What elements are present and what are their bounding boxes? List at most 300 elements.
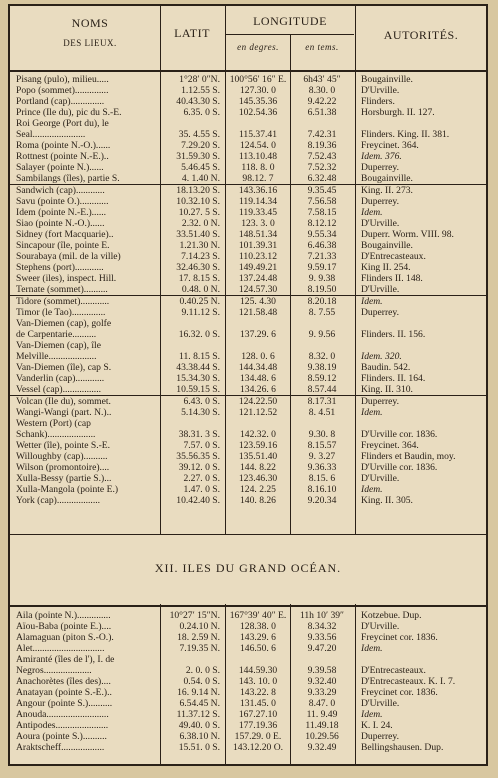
place-name: Van-Diemen (île), cap S. [16, 362, 112, 373]
authority: Freycinet cor. 1836. [361, 632, 438, 643]
authority: Idem. [361, 407, 383, 418]
longitude-time: 8.19.36 [307, 140, 337, 151]
longitude-degrees: 102.54.36 [238, 107, 278, 118]
longitude-degrees: 167.27.10 [238, 709, 278, 720]
place-name: Xulla-Bessy (partie S.)... [16, 473, 112, 484]
authority: Idem. [361, 643, 383, 654]
longitude-degrees: 157.29. 0 E. [234, 731, 282, 742]
authority: D'Urville. [361, 218, 400, 229]
place-name: Ternate (sommet).......... [16, 284, 108, 295]
longitude-time: 9.30. 8 [308, 429, 336, 440]
authority: Freycinet. 364. [361, 140, 419, 151]
bottom-rows [10, 610, 486, 753]
table-row [10, 742, 486, 753]
place-name: Pisang (pulo), milieu..... [16, 74, 109, 85]
longitude-time: 9.32.49 [307, 742, 337, 753]
authority: Idem. [361, 709, 383, 720]
longitude-degrees: 128. 0. 6 [241, 351, 275, 362]
latitude: 11. 8.15 S. [179, 351, 220, 362]
authority: Duperrey. [361, 162, 399, 173]
longitude-time: 9.33.29 [307, 687, 337, 698]
longitude-degrees: 123.59.16 [238, 440, 278, 451]
longitude-time: 9. 9.38 [308, 273, 336, 284]
section-title: XII. ILES DU GRAND OCÉAN. [154, 561, 342, 575]
place-name: Aïou-Baba (pointe E.).... [16, 621, 112, 632]
latitude: 40.43.30 S. [176, 96, 220, 107]
longitude-time: 9.36.33 [307, 462, 337, 473]
authority: Horsburgh. II. 127. [361, 107, 435, 118]
place-name: Vessel (cap)................ [16, 384, 101, 395]
longitude-degrees: 118. 8. 0 [241, 162, 275, 173]
place-name: Xulla-Mangola (pointe E.) [16, 484, 119, 495]
authority: Duperrey. [361, 731, 399, 742]
latitude: 7.29.20 S. [181, 140, 220, 151]
authority: D'Urville cor. 1836. [361, 462, 438, 473]
latitude: 38.31. 3 S. [178, 429, 220, 440]
longitude-degrees: 143.36.16 [238, 185, 278, 196]
header-noms: NOMS [71, 16, 109, 30]
longitude-time: 9. 3.27 [308, 451, 336, 462]
place-name: Vanderlin (cap)............ [16, 373, 105, 384]
table-row [10, 85, 486, 96]
table-row [10, 632, 486, 643]
header-en-tems: en tems. [305, 42, 339, 52]
place-name: de Carpentarie.......... [16, 329, 97, 340]
longitude-time: 7.42.31 [307, 129, 337, 140]
longitude-degrees: 177.19.36 [238, 720, 278, 731]
header-autorites: AUTORITÉS. [383, 28, 459, 42]
latitude: 35. 4.55 S. [178, 129, 220, 140]
longitude-degrees: 127.30. 0 [240, 85, 276, 96]
table-row [10, 173, 486, 185]
section-header [10, 534, 486, 607]
authority: K. I. 24. [361, 720, 393, 731]
longitude-time: 8.17.31 [307, 396, 337, 407]
table-row [10, 429, 486, 440]
longitude-time: 7.58.15 [307, 207, 337, 218]
authority: Idem. 320. [361, 351, 402, 362]
latitude: 5.46.45 S. [181, 162, 220, 173]
authority: Flinders. [361, 96, 395, 107]
place-name: Anatayan (pointe S.-E.).. [16, 687, 112, 698]
authority: Flinders. II. 164. [361, 373, 426, 384]
authority: Flinders. II. 156. [361, 329, 426, 340]
authority: Bougainville. [361, 173, 413, 184]
longitude-degrees: 143.22. 8 [240, 687, 276, 698]
latitude: 18.13.20 S. [176, 185, 220, 196]
latitude: 10.42.40 S. [176, 495, 220, 506]
longitude-degrees: 121.12.52 [238, 407, 278, 418]
latitude: 6.43. 0 S. [183, 396, 220, 407]
longitude-time: 8. 4.51 [308, 407, 336, 418]
place-name: Van-Diemen (cap), île [16, 340, 101, 351]
table-row [10, 207, 486, 218]
authority: Duperr. Worm. VIII. 98. [361, 229, 454, 240]
table-row [10, 676, 486, 687]
longitude-degrees: 137.24.48 [238, 273, 278, 284]
longitude-time: 8. 7.55 [308, 307, 336, 318]
longitude-degrees: 143.29. 6 [240, 632, 276, 643]
authority: Duperrey. [361, 307, 399, 318]
authority: Bellingshausen. Dup. [361, 742, 444, 753]
table-row [10, 151, 486, 162]
authority: Idem. [361, 296, 383, 307]
authority: D'Urville. [361, 85, 400, 96]
authority: D'Urville. [361, 284, 400, 295]
longitude-time: 8.47. 0 [308, 698, 336, 709]
latitude: 0.54. 0 S. [183, 676, 220, 687]
longitude-degrees: 128.38. 0 [240, 621, 276, 632]
place-name: Aila (pointe N.).............. [16, 610, 111, 621]
authority: Bougainville. [361, 240, 413, 251]
table-row [10, 185, 486, 196]
longitude-degrees: 100°56′ 16″ E. [229, 74, 287, 85]
table-page [8, 4, 488, 766]
table-row [10, 162, 486, 173]
authority: D'Entrecasteaux. [361, 665, 426, 676]
longitude-time: 8.15. 6 [308, 473, 336, 484]
authority: Freycinet cor. 1836. [361, 687, 438, 698]
table-row [10, 621, 486, 632]
place-name: Anouda.......................... [16, 709, 109, 720]
top-rows [10, 74, 486, 506]
longitude-degrees: 149.49.21 [238, 262, 278, 273]
place-name: Wetter (île), pointe S.-E. [16, 440, 111, 451]
latitude: 7.14.23 S. [181, 251, 220, 262]
latitude: 0.24.10 N. [179, 621, 220, 632]
table-row [10, 720, 486, 731]
longitude-degrees: 115.37.41 [238, 129, 278, 140]
table-row [10, 118, 486, 129]
table-row [10, 654, 486, 665]
table-row [10, 296, 486, 307]
place-name: Sourabaya (mil. de la ville) [16, 251, 121, 262]
longitude-time: 6.46.38 [307, 240, 337, 251]
authority: D'Entrecasteaux. K. I. 7. [361, 676, 456, 687]
authority: Bougainville. [361, 74, 413, 85]
longitude-time: 9.38.19 [307, 362, 337, 373]
longitude-degrees: 134.26. 6 [240, 384, 276, 395]
table-row [10, 351, 486, 362]
table-row [10, 484, 486, 495]
authority: Duperrey. [361, 396, 399, 407]
place-name: Alet.............................. [16, 643, 105, 654]
authority: D'Urville. [361, 621, 400, 632]
place-name: Timor (le Tao).............. [16, 307, 106, 318]
authority: Idem. [361, 484, 383, 495]
table-row [10, 610, 486, 621]
longitude-time: 9.47.20 [307, 643, 337, 654]
longitude-degrees: 124. 2.25 [240, 484, 276, 495]
longitude-time: 9.39.58 [307, 665, 337, 676]
longitude-degrees: 125. 4.30 [240, 296, 276, 307]
latitude: 10.32.10 S. [176, 196, 220, 207]
longitude-time: 9. 9.56 [308, 329, 336, 340]
table-row [10, 451, 486, 462]
place-name: Amiranté (îles de l'), I. de [16, 654, 115, 665]
authority: King II. 254. [361, 262, 411, 273]
table-header [10, 6, 486, 72]
longitude-degrees: 146.50. 6 [240, 643, 276, 654]
place-name: Wilson (promontoire).... [16, 462, 110, 473]
table-row [10, 218, 486, 229]
table-row [10, 643, 486, 654]
authority: Flinders. King. II. 381. [361, 129, 450, 140]
place-name: Salayer (pointe N.)...... [16, 162, 104, 173]
latitude: 49.40. 0 S. [178, 720, 220, 731]
longitude-degrees: 143.12.20 O. [232, 742, 284, 753]
authority: Flinders et Baudin, moy. [361, 451, 456, 462]
place-name: Seal...................... [16, 129, 86, 140]
place-name: Savu (pointe O.)............ [16, 196, 109, 207]
longitude-time: 8.32. 0 [308, 351, 336, 362]
longitude-degrees: 124.57.30 [238, 284, 278, 295]
longitude-time: 7.56.58 [307, 196, 337, 207]
latitude: 0.40.25 N. [179, 296, 220, 307]
place-name: York (cap).................. [16, 495, 101, 506]
longitude-time: 8.16.10 [307, 484, 337, 495]
latitude: 43.38.44 S. [176, 362, 220, 373]
header-longitude: LONGITUDE [253, 14, 327, 28]
longitude-degrees: 110.23.12 [238, 251, 278, 262]
table-row [10, 418, 486, 429]
authority: Idem. [361, 207, 383, 218]
latitude: 1.12.55 S. [181, 85, 220, 96]
longitude-time: 10.29.56 [305, 731, 339, 742]
longitude-degrees: 167°39′ 40″ E. [229, 610, 287, 621]
longitude-degrees: 101.39.31 [238, 240, 278, 251]
table-row [10, 129, 486, 140]
place-name: Schank).................... [16, 429, 96, 440]
latitude: 31.59.30 S. [176, 151, 220, 162]
place-name: Sweer (iles), inspect. Hill. [16, 273, 117, 284]
table-row [10, 687, 486, 698]
header-en-degres: en degres. [237, 42, 279, 52]
latitude: 0.48. 0 N. [181, 284, 220, 295]
longitude-time: 8.59.12 [307, 373, 337, 384]
table-row [10, 196, 486, 207]
table-row [10, 273, 486, 284]
table-row [10, 340, 486, 351]
authority: King. II. 305. [361, 495, 413, 506]
longitude-time: 9.59.17 [307, 262, 337, 273]
table-row [10, 396, 486, 407]
latitude: 35.56.35 S. [176, 451, 220, 462]
longitude-time: 9.33.56 [307, 632, 337, 643]
latitude: 9.11.12 S. [181, 307, 220, 318]
longitude-time: 9.55.34 [307, 229, 337, 240]
latitude: 15.51. 0 S. [178, 742, 220, 753]
place-name: Siao (pointe N.-O.)...... [16, 218, 105, 229]
longitude-time: 8.20.18 [307, 296, 337, 307]
longitude-degrees: 143. 10. 0 [238, 676, 278, 687]
place-name: Melville.................... [16, 351, 97, 362]
place-name: Rottnest (pointe N.-E.).. [16, 151, 109, 162]
place-name: Van-Diemen (cap), golfe [16, 318, 112, 329]
authority: D'Urville cor. 1836. [361, 429, 438, 440]
longitude-time: 8.19.50 [307, 284, 337, 295]
longitude-time: 7.52.32 [307, 162, 337, 173]
place-name: Idem (pointe N.-E.)...... [16, 207, 107, 218]
longitude-degrees: 137.29. 6 [240, 329, 276, 340]
place-name: Anachorètes (îles des).... [16, 676, 111, 687]
place-name: Angour (pointe S.).......... [16, 698, 113, 709]
table-row [10, 140, 486, 151]
latitude: 10°27′ 15″N. [169, 610, 220, 621]
place-name: Western (Port) (cap [16, 418, 91, 429]
place-name: Stephens (port)............ [16, 262, 104, 273]
place-name: Prince (Ile du), pic du S.-E. [16, 107, 122, 118]
longitude-degrees: 124.22.50 [238, 396, 278, 407]
authority: Flinders II. 148. [361, 273, 423, 284]
longitude-time: 11. 9.49 [306, 709, 338, 720]
authority: Idem. 376. [361, 151, 402, 162]
place-name: Sandwich (cap)............ [16, 185, 105, 196]
latitude: 6.38.10 N. [179, 731, 220, 742]
place-name: Portland (cap).............. [16, 96, 105, 107]
place-name: Alamaguan (piton S.-O.). [16, 632, 114, 643]
latitude: 1.21.30 N. [179, 240, 220, 251]
latitude: 7.19.35 N. [179, 643, 220, 654]
place-name: Volcan (Ile du), sommet. [16, 396, 111, 407]
longitude-time: 6h43′ 45″ [303, 74, 341, 85]
longitude-time: 11.49.18 [305, 720, 339, 731]
longitude-degrees: 144.59.30 [238, 665, 278, 676]
authority: Baudin. 542. [361, 362, 411, 373]
longitude-time: 9.42.22 [307, 96, 337, 107]
longitude-degrees: 131.45. 0 [240, 698, 276, 709]
longitude-degrees: 135.51.40 [238, 451, 278, 462]
longitude-degrees: 121.58.48 [238, 307, 278, 318]
place-name: Negros.................... [16, 665, 92, 676]
latitude: 33.51.40 S. [176, 229, 220, 240]
table-row [10, 307, 486, 318]
longitude-degrees: 123. 3. 0 [241, 218, 275, 229]
table-row [10, 262, 486, 273]
longitude-time: 9.35.45 [307, 185, 337, 196]
longitude-degrees: 134.48. 6 [240, 373, 276, 384]
table-row [10, 709, 486, 720]
latitude: 16. 9.14 N. [177, 687, 220, 698]
longitude-degrees: 98.12. 7 [242, 173, 274, 184]
place-name: Sidney (fort Macquarie).. [16, 229, 114, 240]
authority: D'Entrecasteaux. [361, 251, 426, 262]
table-row [10, 251, 486, 262]
longitude-degrees: 119.14.34 [238, 196, 278, 207]
place-name: Popo (sommet).............. [16, 85, 109, 96]
latitude: 1°28′ 0″N. [179, 74, 220, 85]
place-name: Willoughby (cap).......... [16, 451, 108, 462]
latitude: 2.27. 0 S. [183, 473, 220, 484]
authority: D'Urville. [361, 473, 400, 484]
longitude-time: 7.52.43 [307, 151, 337, 162]
place-name: Sambilangs (îles), partie S. [16, 173, 120, 184]
longitude-time: 8.12.12 [307, 218, 337, 229]
table-row [10, 698, 486, 709]
latitude: 16.32. 0 S. [178, 329, 220, 340]
place-name: Tidore (sommet)............ [16, 296, 110, 307]
table-row [10, 229, 486, 240]
latitude: 2.32. 0 N. [181, 218, 220, 229]
table-row [10, 362, 486, 373]
latitude: 2. 0. 0 S. [185, 665, 220, 676]
place-name: Aoura (pointe S.).......... [16, 731, 107, 742]
longitude-degrees: 140. 8.26 [240, 495, 276, 506]
latitude: 7.57. 0 S. [183, 440, 220, 451]
place-name: Antipodes...................... [16, 720, 109, 731]
longitude-time: 8.30. 0 [308, 85, 336, 96]
longitude-time: 8.34.32 [307, 621, 337, 632]
longitude-degrees: 148.51.34 [238, 229, 278, 240]
table-row [10, 373, 486, 384]
longitude-degrees: 123.46.30 [238, 473, 278, 484]
longitude-degrees: 119.33.45 [238, 207, 278, 218]
header-des-lieux: DES LIEUX. [63, 38, 117, 48]
longitude-time: 6.51.38 [307, 107, 337, 118]
longitude-time: 9.32.40 [307, 676, 337, 687]
table-row [10, 384, 486, 396]
table-row [10, 329, 486, 340]
place-name: Sincapour (île, pointe E. [16, 240, 110, 251]
latitude: 10.27. 5 S. [178, 207, 220, 218]
longitude-degrees: 145.35.36 [238, 96, 278, 107]
table-row [10, 407, 486, 418]
longitude-time: 8.15.57 [307, 440, 337, 451]
table-row [10, 240, 486, 251]
place-name: Araktscheff.................. [16, 742, 105, 753]
latitude: 17. 8.15 S. [178, 273, 220, 284]
authority: D'Urville. [361, 698, 400, 709]
longitude-degrees: 124.54. 0 [240, 140, 276, 151]
table-row [10, 107, 486, 118]
authority: Freycinet. 364. [361, 440, 419, 451]
latitude: 15.34.30 S. [176, 373, 220, 384]
longitude-time: 6.32.48 [307, 173, 337, 184]
header-latit: LATIT [174, 26, 210, 40]
table-row [10, 462, 486, 473]
table-row [10, 731, 486, 742]
latitude: 11.37.12 S. [176, 709, 220, 720]
longitude-time: 7.21.33 [307, 251, 337, 262]
latitude: 39.12. 0 S. [178, 462, 220, 473]
longitude-time: 8.57.44 [307, 384, 337, 395]
authority: Kotzebue. Dup. [361, 610, 422, 621]
table-row [10, 495, 486, 506]
table-row [10, 318, 486, 329]
authority: King. II. 310. [361, 384, 413, 395]
longitude-time: 11h 10′ 39″ [299, 610, 345, 621]
table-row [10, 96, 486, 107]
latitude: 10.59.15 S. [176, 384, 220, 395]
place-name: Wangi-Wangi (part. N.).. [16, 407, 112, 418]
latitude: 18. 2.59 N. [177, 632, 220, 643]
longitude-degrees: 113.10.48 [238, 151, 278, 162]
latitude: 4. 1.40 N. [181, 173, 220, 184]
longitude-time: 9.20.34 [307, 495, 337, 506]
longitude-degrees: 142.32. 0 [240, 429, 276, 440]
table-row [10, 74, 486, 85]
latitude: 1.47. 0 S. [183, 484, 220, 495]
authority: King. II. 273. [361, 185, 413, 196]
latitude: 6.35. 0 S. [183, 107, 220, 118]
longitude-degrees: 144.34.48 [238, 362, 278, 373]
table-row [10, 473, 486, 484]
longitude-degrees: 144. 8.22 [240, 462, 276, 473]
table-row [10, 284, 486, 296]
latitude: 32.46.30 S. [176, 262, 220, 273]
latitude: 6.54.45 N. [179, 698, 220, 709]
table-row [10, 440, 486, 451]
